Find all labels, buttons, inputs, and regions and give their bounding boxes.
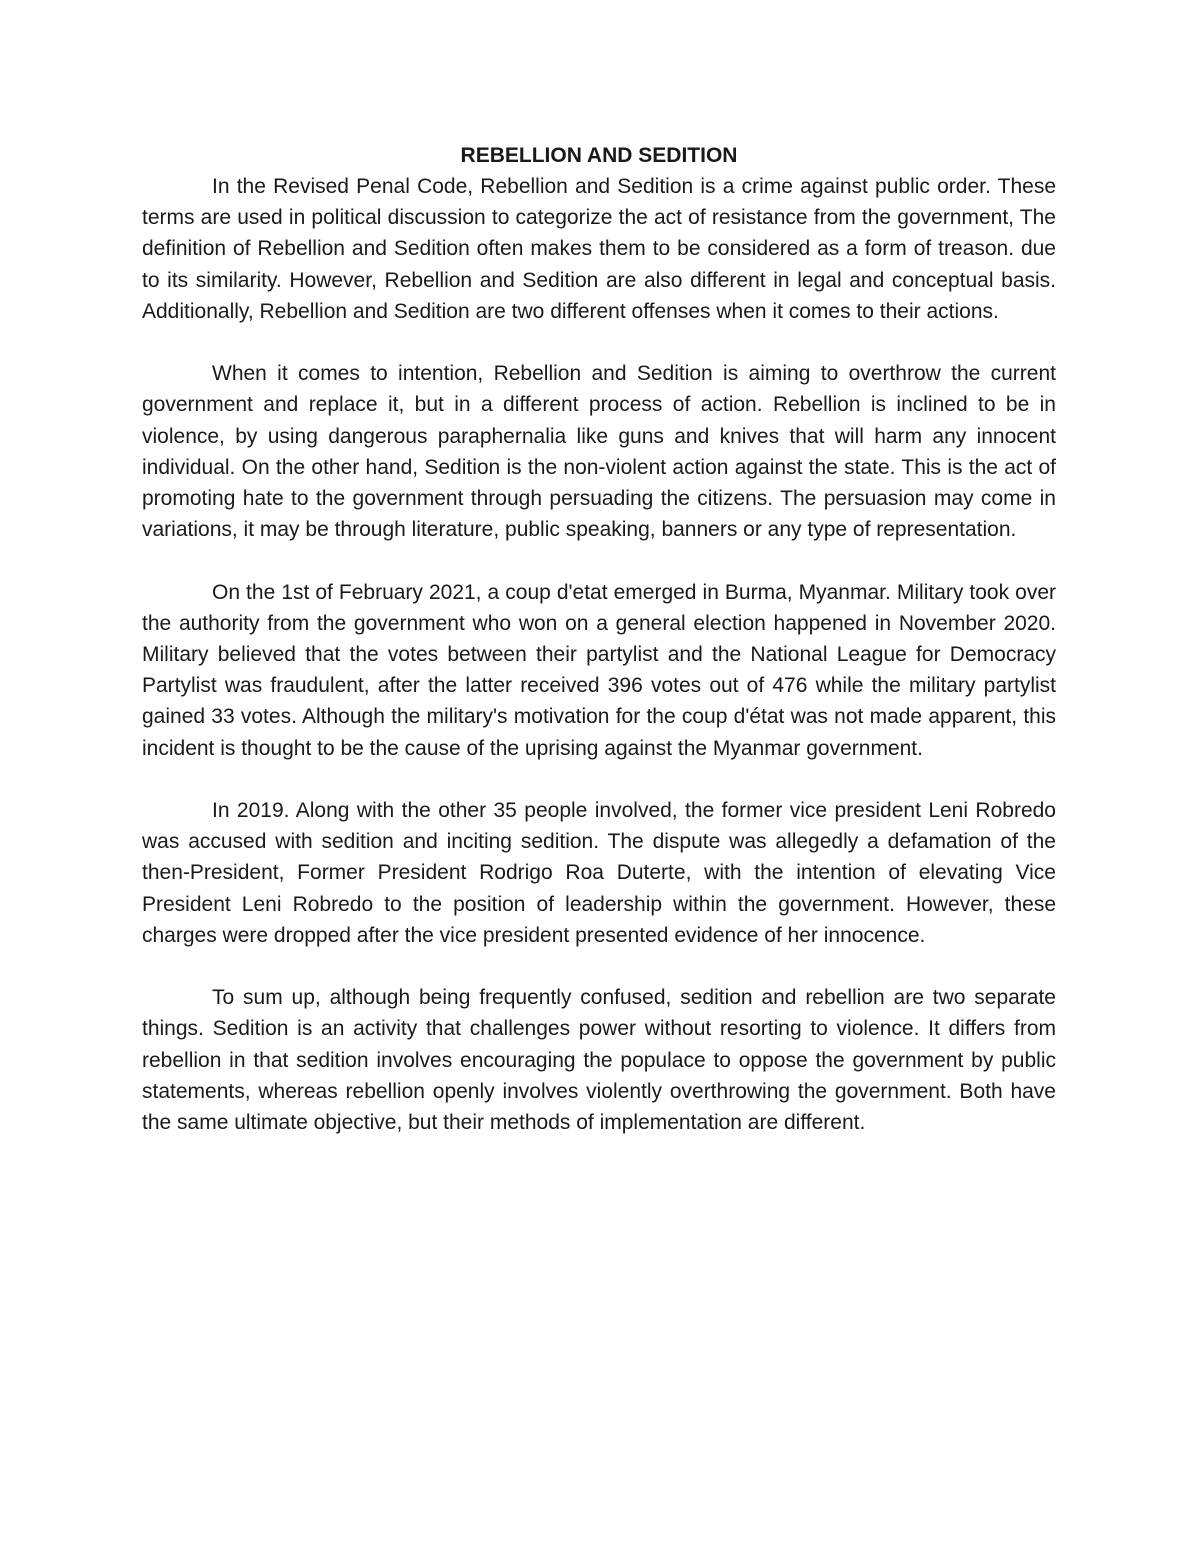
paragraph-robredo-case: In 2019. Along with the other 35 people involved, the former vice president Leni Robredo was accused with sedition and inciting sedition. The dispute was allegedly a defamation of the then-President, Former President Rodrigo Roa Duterte, with the intention of elevating Vice President Leni Robredo to the position of leadership within the government. However, these charges were dropped after the vice president presented evidence of her innocence. [142,799,1056,947]
paragraph-introduction: In the Revised Penal Code, Rebellion and Sedition is a crime against public order. These terms are used in political discussion to categorize the act of resistance from the government, The definition of Rebellion and Sedition often makes them to be considered as a form of treason. due to its similarity. However, Rebellion and Sedition are also different in legal and conceptual basis. Additionally, Rebellion and Sedition are two different offenses when it comes to their actions. [142,175,1056,323]
paragraph-intention: When it comes to intention, Rebellion and Sedition is aiming to overthrow the current government and replace it, but in a different process of action. Rebellion is inclined to be in violence, by using dangerous paraphernalia like guns and knives that will harm any innocent individual. On the other hand, Sedition is the non-violent action against the state. This is the act of promoting hate to the government through persuading the citizens. The persuasion may come in variations, it may be through literature, public speaking, banners or any type of representation. [142,362,1056,542]
document-title: REBELLION AND SEDITION [460,144,738,167]
paragraph-myanmar-coup: On the 1st of February 2021, a coup d'etat emerged in Burma, Myanmar. Military took over the authority from the government who won on a general election happened in November 2020. Military believed that the votes between their partylist and the National League for Democracy Partylist was fraudulent, after the latter received 396 votes out of 476 while the military partylist gained 33 votes. Although the military's motivation for the coup d'état was not made apparent, this incident is thought to be the cause of the uprising against the Myanmar government. [142,580,1056,760]
document-page [142,140,1056,1138]
paragraph-conclusion: To sum up, although being frequently confused, sedition and rebellion are two separate things. Sedition is an activity that challenges power without resorting to violence. It differs from rebellion in that sedition involves encouraging the populace to oppose the government by public statements, whereas rebellion openly involves violently overthrowing the government. Both have the same ultimate objective, but their methods of implementation are different. [142,986,1056,1135]
